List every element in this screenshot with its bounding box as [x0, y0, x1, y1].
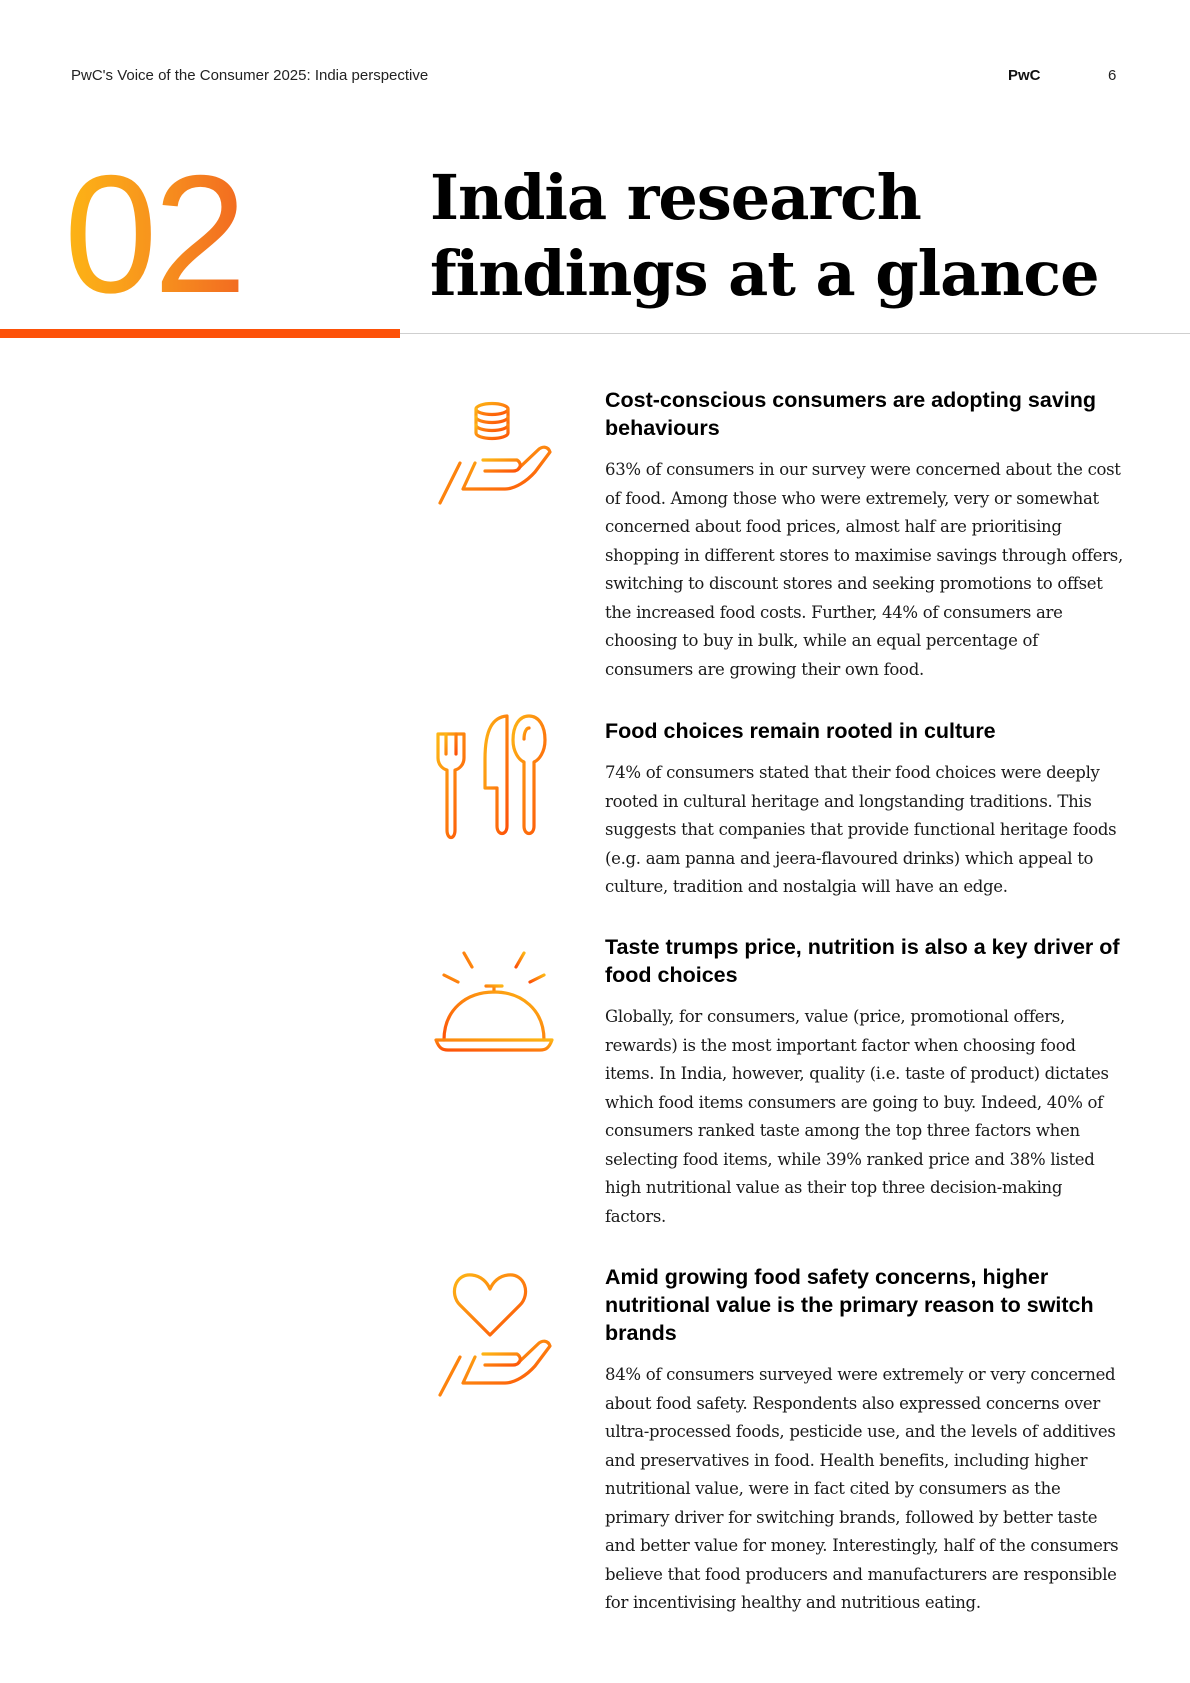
finding-body: 84% of consumers surveyed were extremely or very concerned about food safety. Respondents also expressed concerns over ultra-processed foods, pesticide use, and the levels of additives and preservatives in food. Health benefits, including higher nutritional value, were in fact cited by consumers as the primary driver for switching brands, followed by better taste and better value for money. Interestingly, half of the consumers believe that food producers and manufacturers are responsible for incentivising healthy and nutritious eating. [605, 1365, 1119, 1612]
finding-body: 63% of consumers in our survey were concerned about the cost of food. Among those who were extremely, very or somewhat concerned about food prices, almost half are prioritising shopping in different stores to maximise savings through offers, switching to discount stores and seeking promotions to offset the increased food costs. Further, 44% of consumers are choosing to buy in bulk, while an equal percentage of consumers are growing their own food. [605, 460, 1123, 679]
finding-culture [605, 717, 1125, 902]
finding-food-safety [605, 1263, 1125, 1618]
section-number: 02 [64, 140, 243, 328]
brand-label: PwC [1008, 67, 1041, 84]
hand-heart-icon [435, 1267, 555, 1397]
finding-heading: Cost-conscious consumers are adopting saving behaviours [605, 388, 1097, 440]
finding-taste [605, 933, 1125, 1231]
divider-rule [400, 333, 1190, 334]
finding-body: Globally, for consumers, value (price, promotional offers, rewards) is the most important factor when choosing food items. In India, however, quality (i.e. taste of product) dictates which food items consumers are going to buy. Indeed, 40% of consumers ranked taste among the top three factors when selecting food items, while 39% ranked price and 38% listed high nutritional value as their top three decision-making factors. [605, 1007, 1109, 1226]
section-title-line-2: findings at a glance [430, 237, 1099, 310]
section-title-line-1: India research [430, 161, 921, 234]
cloche-icon [430, 944, 558, 1056]
hand-coins-icon [435, 396, 555, 506]
cutlery-icon [433, 714, 553, 849]
document-title: PwC's Voice of the Consumer 2025: India perspective [71, 67, 429, 84]
finding-cost-conscious [605, 386, 1125, 684]
finding-body: 74% of consumers stated that their food choices were deeply rooted in cultural heritage and longstanding traditions. This suggests that companies that provide functional heritage foods (e.g. aam panna and jeera-flavoured drinks) which appeal to culture, tradition and nostalgia will have an edge. [605, 763, 1117, 896]
finding-heading: Taste trumps price, nutrition is also a key driver of food choices [605, 935, 1120, 987]
accent-rule [0, 329, 400, 338]
finding-heading: Amid growing food safety concerns, higher nutritional value is the primary reason to switch brands [605, 1265, 1094, 1345]
page-number: 6 [1108, 67, 1117, 84]
finding-heading: Food choices remain rooted in culture [605, 719, 996, 743]
section-title [430, 160, 1099, 312]
